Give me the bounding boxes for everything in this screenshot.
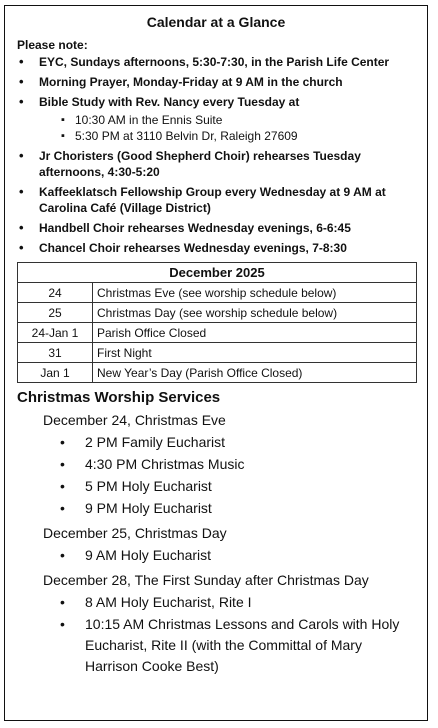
table-cell-event: First Night — [93, 343, 417, 363]
service-item: • 10:15 AM Christmas Lessons and Carols with Holy Eucharist, Rite II (with the Committal of Mary Harrison Cooke Best) — [5, 614, 427, 677]
service-list — [5, 432, 427, 519]
table-row — [18, 323, 417, 343]
service-item: • 5 PM Holy Eucharist — [5, 476, 427, 497]
table-cell-date: Jan 1 — [18, 363, 93, 383]
note-item: • Handbell Choir rehearses Wednesday evenings, 6-6:45 — [17, 220, 419, 236]
service-list — [5, 592, 427, 677]
session-item: ▪ 5:30 PM at 3110 Belvin Dr, Raleigh 27609 — [39, 128, 419, 144]
service-day-label: December 25, Christmas Day — [43, 525, 227, 541]
services-heading: Christmas Worship Services — [17, 389, 221, 406]
service-item: • 9 AM Holy Eucharist — [5, 545, 427, 566]
table-cell-event: New Year’s Day (Parish Office Closed) — [93, 363, 417, 383]
page-title: Calendar at a Glance — [146, 14, 286, 30]
service-item: • 8 AM Holy Eucharist, Rite I — [5, 592, 427, 613]
table-heading: December 2025 — [18, 263, 417, 283]
service-list — [5, 545, 427, 566]
note-item: • EYC, Sundays afternoons, 5:30-7:30, in the Parish Life Center — [17, 54, 419, 70]
table-cell-event: Christmas Eve (see worship schedule below) — [93, 283, 417, 303]
service-item: • 9 PM Holy Eucharist — [5, 498, 427, 519]
table-row — [18, 363, 417, 383]
notes-list — [5, 54, 427, 256]
bible-study-sessions — [39, 112, 419, 144]
table-cell-date: 24-Jan 1 — [18, 323, 93, 343]
table-cell-date: 24 — [18, 283, 93, 303]
note-item: • Morning Prayer, Monday-Friday at 9 AM in the church — [17, 74, 419, 90]
table-header-row — [18, 263, 417, 283]
note-item: • Jr Choristers (Good Shepherd Choir) rehearses Tuesday afternoons, 4:30-5:20 — [17, 148, 419, 180]
calendar-page — [4, 5, 428, 721]
table-row — [18, 283, 417, 303]
session-item: ▪ 10:30 AM in the Ennis Suite — [39, 112, 419, 128]
service-item: • 4:30 PM Christmas Music — [5, 454, 427, 475]
table-cell-event: Christmas Day (see worship schedule below) — [93, 303, 417, 323]
table-cell-event: Parish Office Closed — [93, 323, 417, 343]
table-row — [18, 343, 417, 363]
note-item-label: Bible Study with Rev. Nancy every Tuesday at — [39, 95, 300, 109]
note-item-bible-study — [17, 94, 419, 144]
note-item: • Kaffeeklatsch Fellowship Group every Wednesday at 9 AM at Carolina Café (Village District) — [17, 184, 419, 216]
table-cell-date: 31 — [18, 343, 93, 363]
service-item: • 2 PM Family Eucharist — [5, 432, 427, 453]
please-note-label: Please note: — [17, 38, 88, 52]
service-day-label: December 24, Christmas Eve — [43, 412, 226, 428]
table-cell-date: 25 — [18, 303, 93, 323]
note-item: • Chancel Choir rehearses Wednesday evenings, 7-8:30 — [17, 240, 419, 256]
service-day-label: December 28, The First Sunday after Christmas Day — [43, 572, 369, 588]
table-row — [18, 303, 417, 323]
december-calendar-table — [17, 262, 417, 383]
